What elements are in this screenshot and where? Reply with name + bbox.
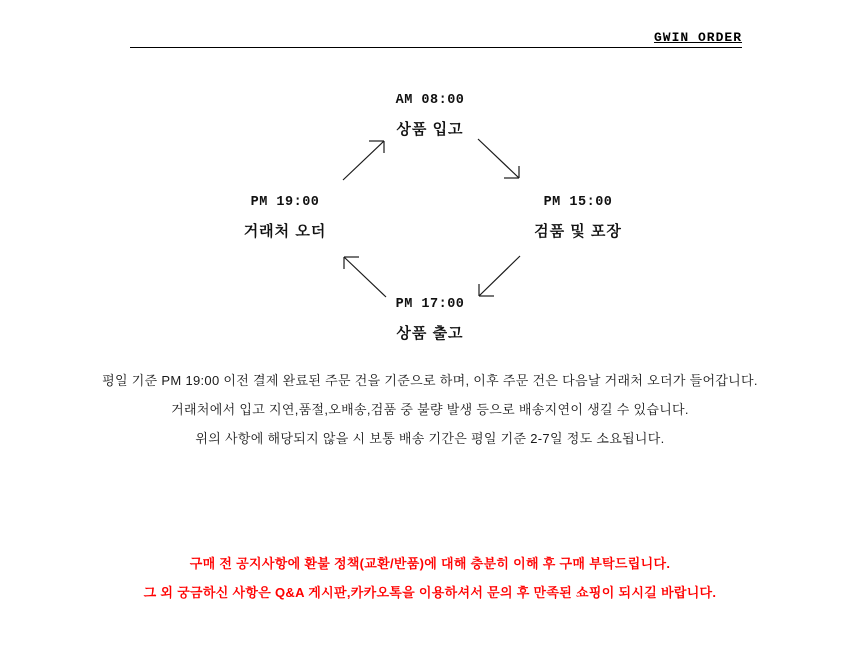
cycle-node-inspection-packing <box>534 195 622 241</box>
node-label: 거래처 오더 <box>243 223 327 240</box>
node-time: PM 19:00 <box>250 195 320 210</box>
node-time: PM 17:00 <box>395 297 465 312</box>
arrow-down-left-icon <box>479 256 520 296</box>
node-label: 상품 출고 <box>396 325 464 342</box>
page-title: GWIN ORDER <box>653 30 742 45</box>
shipping-note-line: 위의 사항에 해당되지 않을 시 보통 배송 기간은 평일 기준 2-7일 정도 소요됩니다. <box>195 431 665 446</box>
cycle-arrows <box>300 130 560 310</box>
shipping-note-line: 평일 기준 PM 19:00 이전 결제 완료된 주문 건을 기준으로 하며, 이후 주문 건은 다음날 거래처 오더가 들어갑니다. <box>102 373 758 388</box>
shipping-note-line: 거래처에서 입고 지연,품절,오배송,검품 중 불량 발생 등으로 배송지연이 생길 수 있습니다. <box>171 402 689 417</box>
node-time: PM 15:00 <box>543 195 613 210</box>
shipping-notes <box>0 366 860 453</box>
cycle-node-product-shipout <box>396 297 465 343</box>
purchase-warning-line: 그 외 궁금하신 사항은 Q&A 게시판,카카오톡을 이용하셔서 문의 후 만족된 쇼핑이 되시길 바랍니다. <box>143 585 717 600</box>
arrow-up-left-icon <box>344 257 386 297</box>
node-label: 검품 및 포장 <box>534 223 622 240</box>
page-header <box>130 28 742 48</box>
purchase-warning-line: 구매 전 공지사항에 환불 정책(교환/반품)에 대해 충분히 이해 후 구매 부탁드립니다. <box>189 556 671 571</box>
cycle-node-product-arrival <box>396 93 465 139</box>
arrow-down-right-icon <box>478 139 519 178</box>
arrow-up-right-icon <box>343 141 384 180</box>
cycle-node-vendor-order <box>244 195 327 241</box>
purchase-warnings <box>0 549 860 607</box>
node-time: AM 08:00 <box>395 93 465 108</box>
node-label: 상품 입고 <box>396 121 464 138</box>
